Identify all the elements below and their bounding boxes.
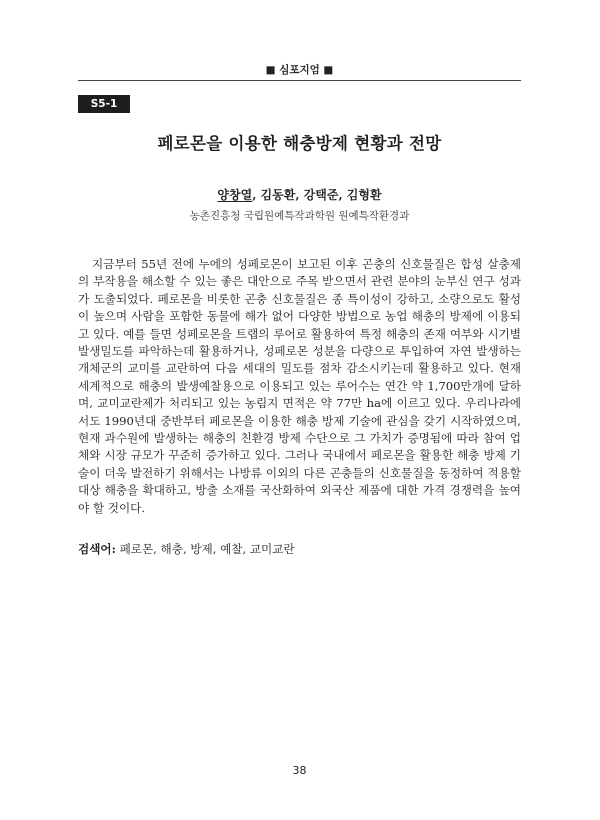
running-header: ■ 심포지엄 ■ bbox=[265, 64, 334, 76]
keywords-label: 검색어: bbox=[78, 542, 116, 556]
keywords-terms: 페로몬, 해충, 방제, 예찰, 교미교란 bbox=[119, 542, 295, 556]
co-authors: , 김동환, 강택준, 김형환 bbox=[252, 188, 382, 202]
session-code-badge: S5-1 bbox=[78, 95, 130, 113]
author-line bbox=[78, 186, 521, 203]
paper-title: 페로몬을 이용한 해충방제 현황과 전망 bbox=[157, 134, 442, 153]
presenting-author: 양창열 bbox=[217, 188, 253, 202]
page-number: 38 bbox=[292, 764, 307, 777]
keywords-line bbox=[78, 541, 521, 558]
abstract-body: 지금부터 55년 전에 누에의 성페로몬이 보고된 이후 곤충의 신호물질은 합성 살충제의 부작용을 해소할 수 있는 좋은 대안으로 주목 받으면서 관련 분야의 눈부신 연구 성과가 도출되었다. 페로몬을 비롯한 곤충 신호물질은 종 특이성이 강하고, 소량으로도 활성이 높으며 사람을 포함한 동물에 해가 없어 다양한 방법으로 농업 해충의 방제에 이용되고 있다. 예를 들면 성페로몬을 트랩의 루어로 활용하여 특정 해충의 존재 여부와 시기별 발생밀도를 파악하는데 활용하거나, 성페로몬 성분을 다량으로 투입하여 자연 발생하는 개체군의 교미를 교란하여 다음 세대의 밀도를 점차 감소시키는데 활용하고 있다. 현재 세계적으로 해충의 발생예찰용으로 이용되고 있는 루어수는 연간 약 1,700만개에 달하며, 교미교란제가 처리되고 있는 농림지 면적은 약 77만 ha에 이르고 있다. 우리나라에서도 1990년대 중반부터 페로몬을 이용한 해충 방제 기술에 관심을 갖기 시작하였으며, 현재 과수원에 발생하는 해충의 친환경 방제 수단으로 그 가치가 증명됨에 따라 참여 업체와 시장 규모가 꾸준히 증가하고 있다. 그러나 국내에서 페로몬을 활용한 해충 방제 기술이 더욱 발전하기 위해서는 나방류 이외의 다른 곤충들의 신호물질을 동정하여 적용할 대상 해충을 확대하고, 방출 소재를 국산화하여 외국산 제품에 대한 가격 경쟁력을 높여야 할 것이다. bbox=[78, 257, 521, 515]
header-divider bbox=[78, 80, 521, 81]
author-affiliation: 농촌진흥청 국립원예특작과학원 원예특작환경과 bbox=[189, 210, 410, 222]
